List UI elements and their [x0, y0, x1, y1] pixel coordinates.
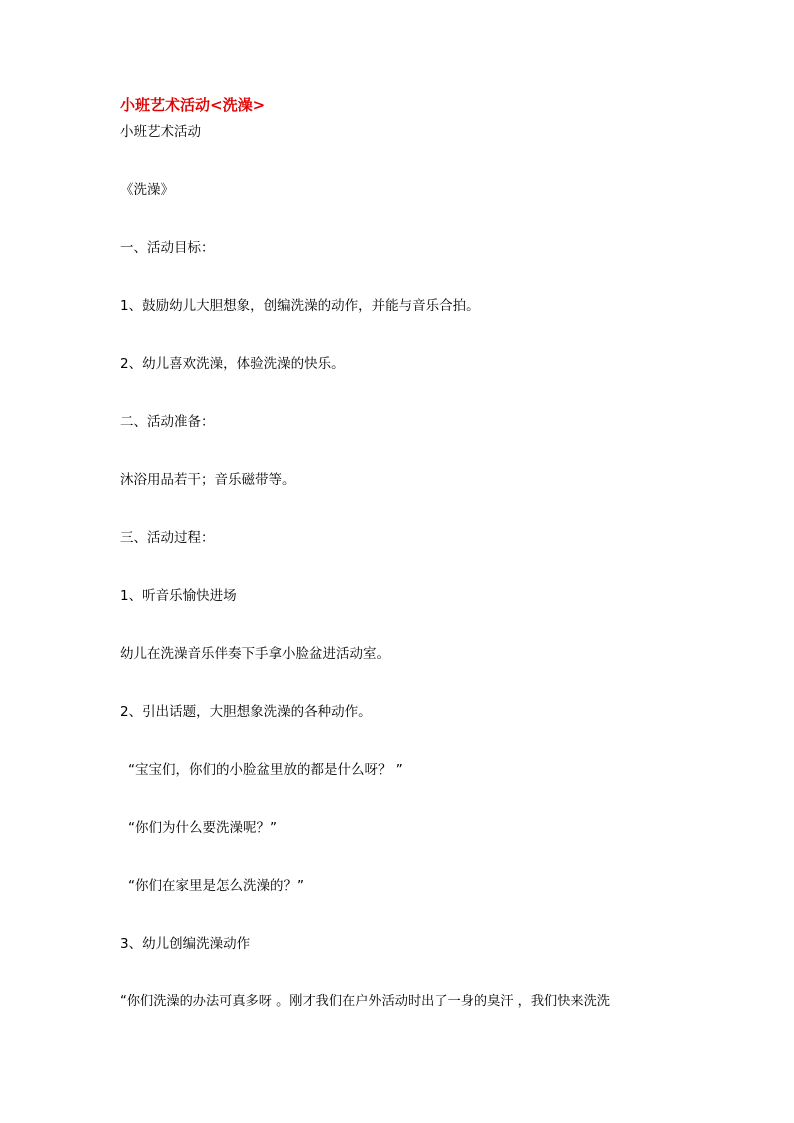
dialogue-line-2: “你们为什么要洗澡呢？”: [128, 820, 277, 836]
process-step-1-text: 幼儿在洗澡音乐伴奏下手拿小脸盆进活动室。: [120, 646, 390, 662]
process-step-3-text: “你们洗澡的办法可真多呀 。刚才我们在户外活动时出了一身的臭汗 ，我们快来洗洗: [120, 994, 610, 1009]
process-step-1: 1、听音乐愉快进场: [120, 588, 237, 604]
document-title: 小班艺术活动<洗澡>: [120, 96, 266, 114]
goal-item-1: 1、鼓励幼儿大胆想象，创编洗澡的动作，并能与音乐合拍。: [120, 298, 480, 314]
subtitle-line: 小班艺术活动: [120, 124, 201, 140]
preparation-text: 沐浴用品若干；音乐磁带等。: [120, 472, 296, 488]
goal-item-2: 2、幼儿喜欢洗澡，体验洗澡的快乐。: [120, 356, 345, 372]
section-heading-preparation: 二、活动准备：: [120, 414, 215, 430]
section-heading-goals: 一、活动目标：: [120, 240, 215, 256]
process-step-2: 2、引出话题，大胆想象洗澡的各种动作。: [120, 704, 372, 720]
process-step-3: 3、幼儿创编洗澡动作: [120, 936, 251, 952]
dialogue-line-3: “你们在家里是怎么洗澡的？”: [128, 878, 304, 894]
section-heading-process: 三、活动过程：: [120, 530, 215, 546]
dialogue-line-1: “宝宝们，你们的小脸盆里放的都是什么呀？ ”: [128, 762, 403, 778]
activity-name-line: 《洗澡》: [120, 182, 174, 198]
